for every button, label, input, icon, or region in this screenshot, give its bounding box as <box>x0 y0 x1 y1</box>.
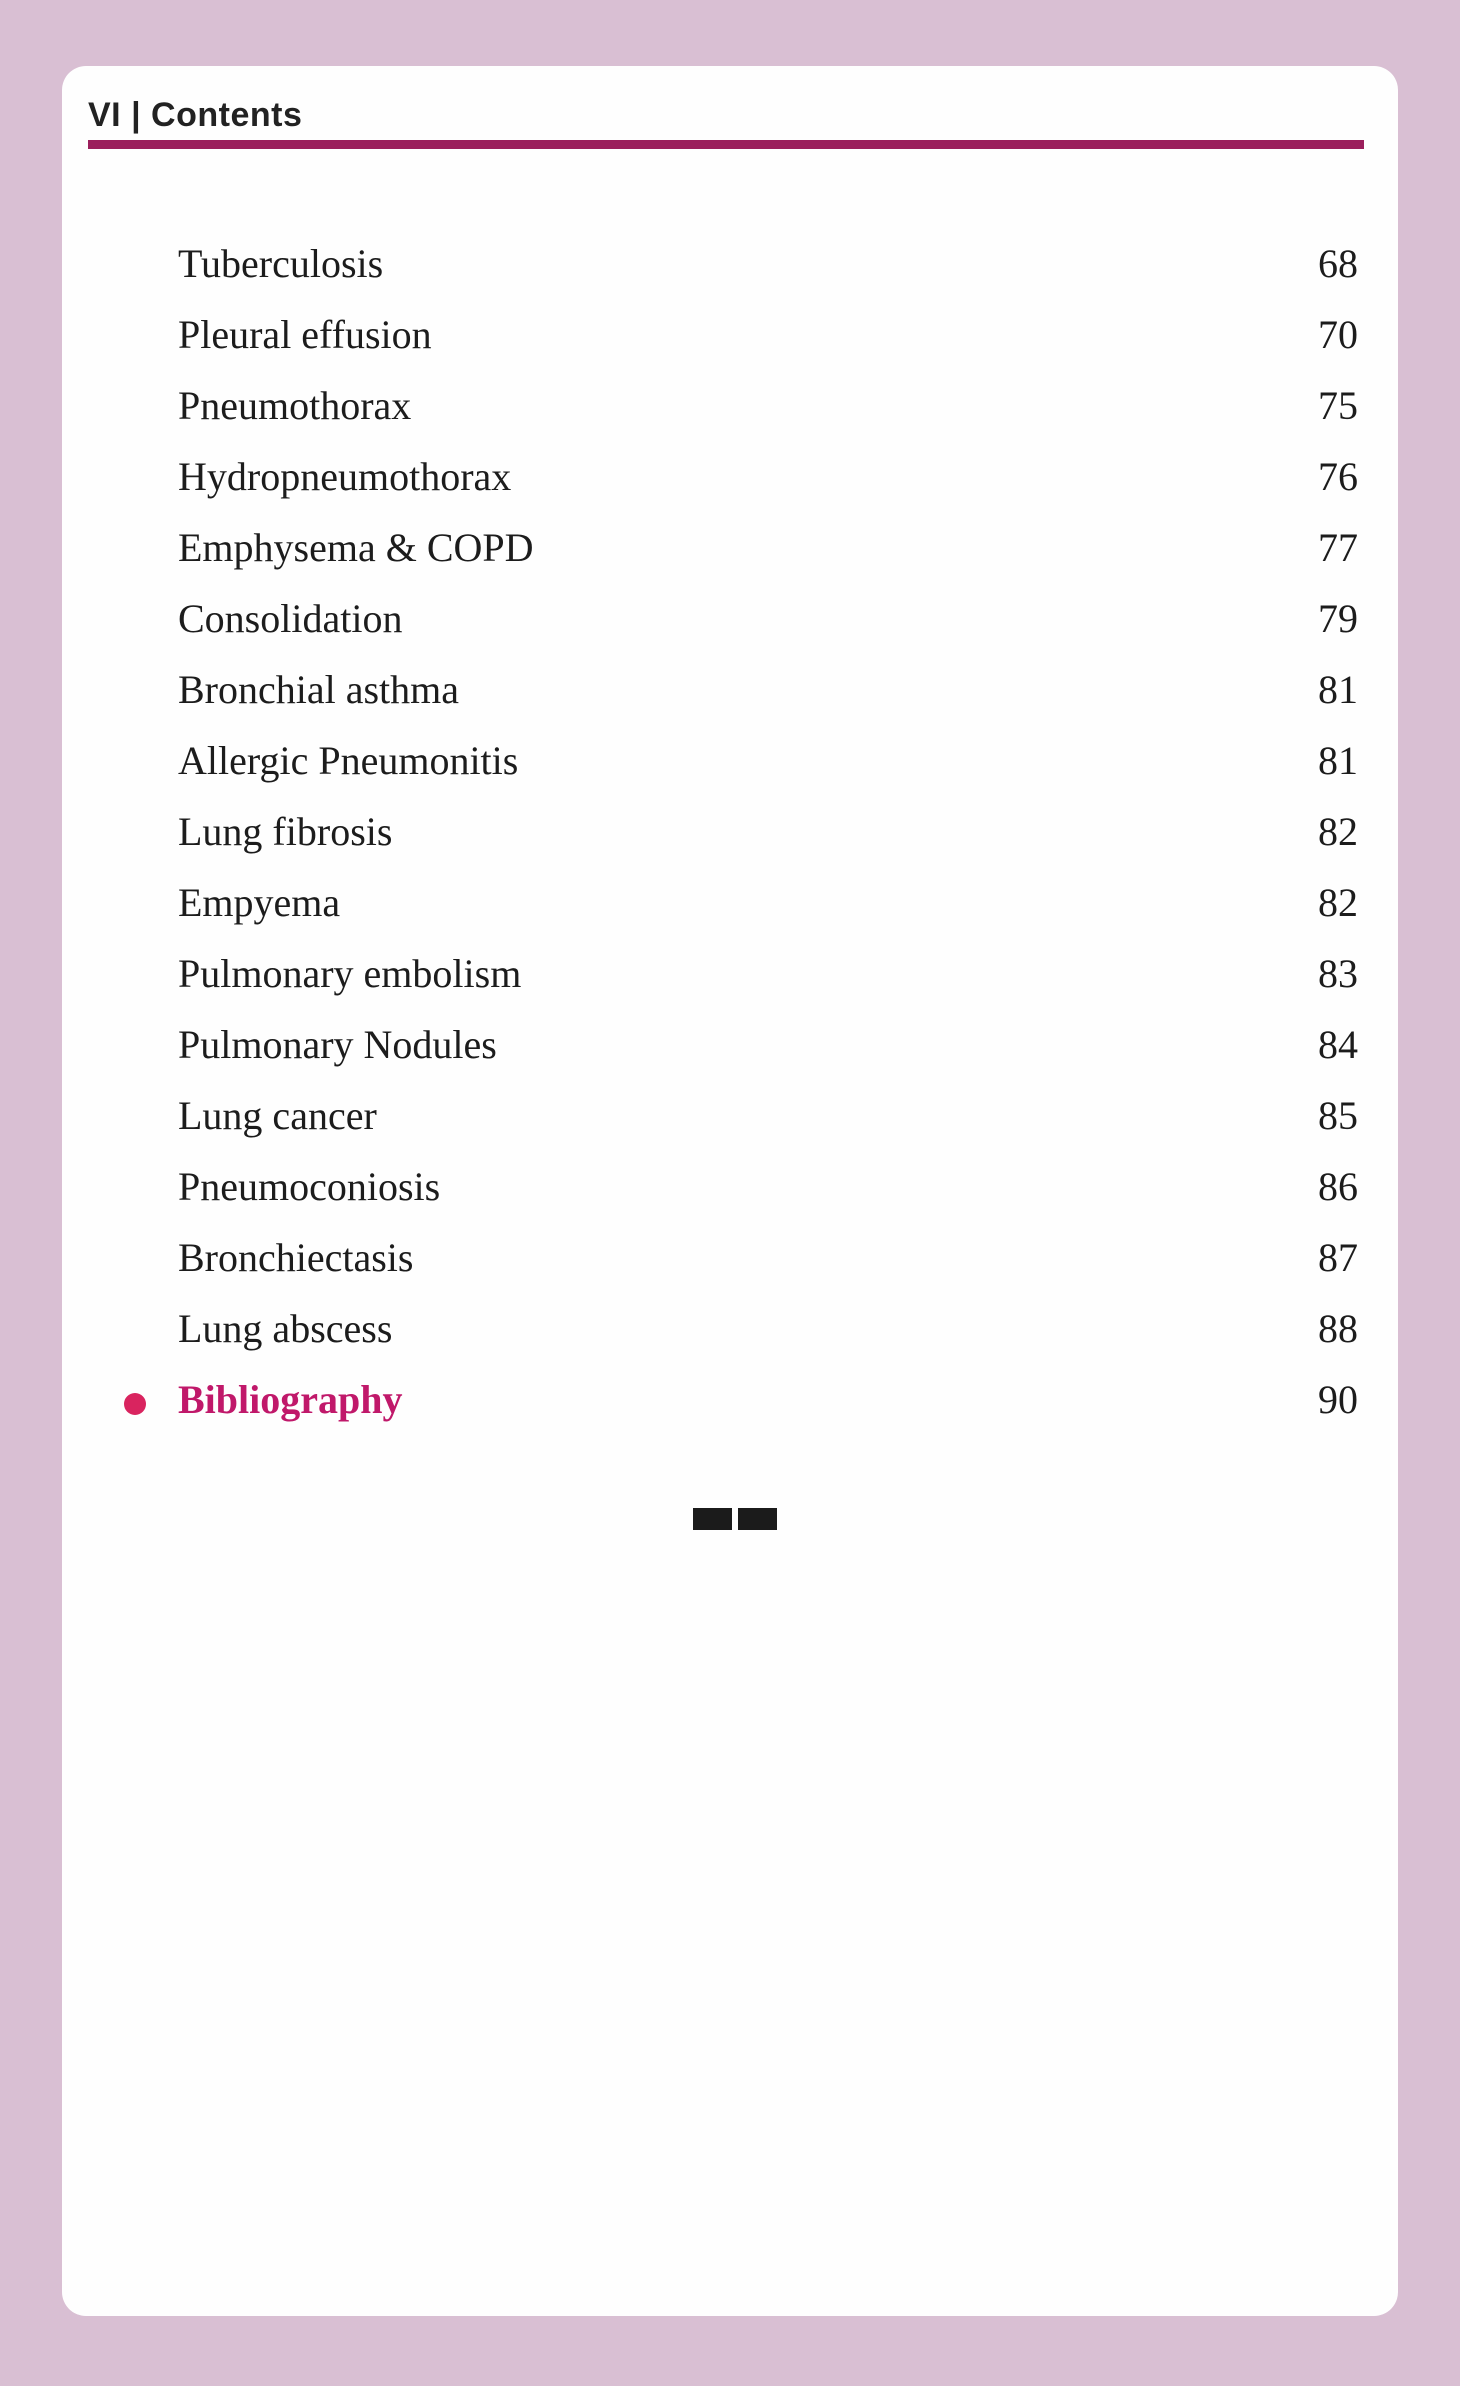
toc-entry-title: Bibliography <box>178 1377 403 1422</box>
toc-entry-title: Pneumothorax <box>178 383 412 428</box>
page-header: VI | Contents <box>88 96 303 134</box>
toc-entry[interactable] <box>178 311 1358 371</box>
end-of-section-mark <box>693 1508 777 1530</box>
toc-entry-title: Tuberculosis <box>178 241 384 286</box>
toc-entry-page: 79 <box>1318 596 1358 641</box>
toc-entry-page: 83 <box>1318 951 1358 996</box>
toc-entry-page: 81 <box>1318 738 1358 783</box>
toc-entry[interactable] <box>178 1092 1358 1152</box>
toc-entry-page: 84 <box>1318 1022 1358 1067</box>
toc-entry[interactable] <box>178 1021 1358 1081</box>
toc-entry-title: Allergic Pneumonitis <box>178 738 519 783</box>
toc-entry[interactable] <box>178 1305 1358 1365</box>
toc-entry-title: Pulmonary embolism <box>178 951 522 996</box>
toc-entry-title: Pleural effusion <box>178 312 432 357</box>
toc-entry-page: 76 <box>1318 454 1358 499</box>
toc-entry[interactable] <box>178 879 1358 939</box>
toc-entry-page: 82 <box>1318 809 1358 854</box>
toc-entry-page: 70 <box>1318 312 1358 357</box>
toc-entry[interactable] <box>178 808 1358 868</box>
toc-entry-page: 81 <box>1318 667 1358 712</box>
toc-entry-title: Bronchial asthma <box>178 667 460 712</box>
toc-entry-title: Pulmonary Nodules <box>178 1022 497 1067</box>
toc-entry-title: Empyema <box>178 880 341 925</box>
toc-entry[interactable] <box>178 1163 1358 1223</box>
toc-entry-title: Pneumoconiosis <box>178 1164 441 1209</box>
toc-entry[interactable] <box>178 666 1358 726</box>
toc-entry-page: 77 <box>1318 525 1358 570</box>
end-mark-block <box>693 1508 732 1530</box>
toc-entry-page: 90 <box>1318 1377 1358 1422</box>
toc-entry-title: Lung fibrosis <box>178 809 393 854</box>
toc-entry[interactable] <box>178 1234 1358 1294</box>
toc-entry[interactable] <box>178 240 1358 300</box>
toc-entry-page: 86 <box>1318 1164 1358 1209</box>
toc-entry[interactable] <box>178 595 1358 655</box>
toc-entry-page: 87 <box>1318 1235 1358 1280</box>
toc-entry-title: Consolidation <box>178 596 403 641</box>
toc-entry-title: Emphysema & COPD <box>178 525 534 570</box>
toc-entry-page: 68 <box>1318 241 1358 286</box>
toc-entry-title: Lung abscess <box>178 1306 393 1351</box>
toc-entry-page: 85 <box>1318 1093 1358 1138</box>
toc-entry[interactable] <box>178 950 1358 1010</box>
toc-entry-title: Lung cancer <box>178 1093 377 1138</box>
header-rule <box>88 140 1364 149</box>
toc-entry-page: 82 <box>1318 880 1358 925</box>
toc-entry-title: Bronchiectasis <box>178 1235 414 1280</box>
toc-entry-page: 88 <box>1318 1306 1358 1351</box>
toc-entry-page: 75 <box>1318 383 1358 428</box>
toc-entry[interactable] <box>178 737 1358 797</box>
bullet-icon <box>124 1393 146 1415</box>
toc-entry[interactable] <box>178 453 1358 513</box>
toc-entry[interactable] <box>178 524 1358 584</box>
end-mark-block <box>738 1508 777 1530</box>
toc-entry-title: Hydropneumothorax <box>178 454 512 499</box>
toc-entry[interactable] <box>178 382 1358 442</box>
toc-entry-bibliography[interactable] <box>178 1376 1358 1436</box>
